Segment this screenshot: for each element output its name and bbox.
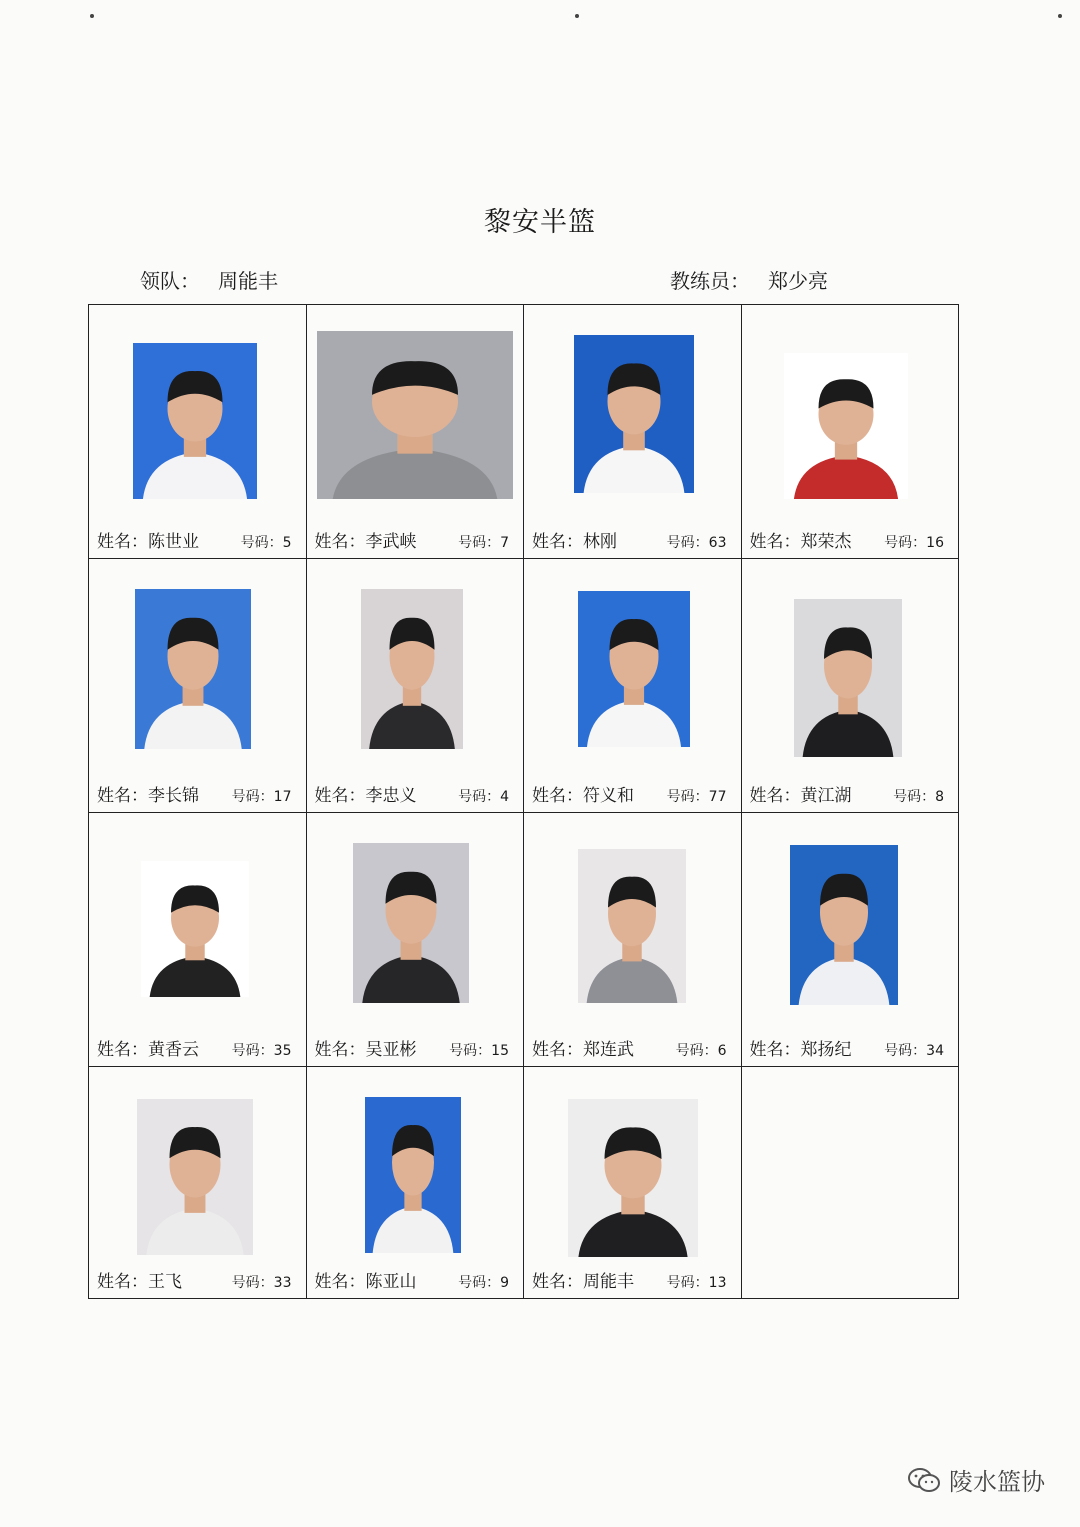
player-caption [97, 1267, 300, 1292]
player-caption [97, 781, 300, 806]
number-label: 号码： [458, 535, 501, 551]
player-photo [365, 1097, 461, 1253]
player-number-field [241, 532, 292, 552]
player-card [89, 1067, 307, 1299]
number-label: 号码： [458, 1275, 501, 1291]
player-name: 陈亚山 [365, 1272, 417, 1292]
player-name: 王飞 [148, 1272, 182, 1292]
player-photo [794, 599, 902, 757]
portrait-silhouette [135, 589, 251, 749]
player-roster-table [88, 304, 959, 1299]
number-label: 号码： [458, 789, 501, 805]
player-number: 16 [926, 535, 944, 551]
number-label: 号码： [231, 1043, 274, 1059]
player-name: 吴亚彬 [365, 1040, 417, 1060]
player-name: 黄江湖 [800, 786, 852, 806]
player-number: 6 [717, 1043, 727, 1059]
coach-name: 郑少亮 [768, 269, 828, 293]
player-name: 黄香云 [148, 1040, 199, 1060]
player-photo [784, 353, 908, 499]
watermark [907, 1462, 1045, 1497]
player-number: 8 [935, 789, 944, 805]
player-name: 郑荣杰 [800, 532, 852, 552]
name-label: 姓名： [97, 786, 148, 806]
player-card [307, 559, 525, 813]
number-label: 号码： [231, 789, 274, 805]
player-number: 15 [491, 1043, 509, 1059]
player-card [524, 813, 742, 1067]
player-number-field [458, 1272, 509, 1292]
portrait-silhouette [317, 331, 513, 499]
player-number: 63 [708, 535, 727, 551]
player-number: 9 [500, 1275, 509, 1291]
player-caption [315, 781, 518, 806]
player-caption [532, 527, 735, 552]
name-label: 姓名： [97, 532, 148, 552]
player-card [524, 559, 742, 813]
player-name: 李长锦 [148, 786, 199, 806]
team-coach [670, 265, 828, 294]
portrait-silhouette [353, 843, 469, 1003]
player-number-field [458, 532, 509, 552]
player-number-field [667, 532, 727, 552]
portrait-silhouette [133, 343, 257, 499]
portrait-silhouette [574, 335, 694, 493]
player-card [307, 813, 525, 1067]
player-number: 7 [500, 535, 509, 551]
player-number: 34 [926, 1043, 944, 1059]
player-card [307, 1067, 525, 1299]
name-label: 姓名： [749, 1040, 801, 1060]
player-photo [578, 591, 690, 747]
portrait-silhouette [141, 861, 249, 997]
leader-name: 周能丰 [218, 269, 278, 293]
portrait-silhouette [361, 589, 463, 749]
player-card [524, 305, 742, 559]
name-label: 姓名： [314, 1272, 366, 1292]
player-photo [790, 845, 898, 1005]
number-label: 号码： [884, 1043, 927, 1059]
player-number: 33 [273, 1275, 292, 1291]
player-number-field [232, 1040, 292, 1060]
portrait-silhouette [794, 599, 902, 757]
player-caption [532, 1035, 735, 1060]
player-number-field [893, 786, 944, 806]
player-caption [750, 1035, 953, 1060]
player-number-field [667, 1272, 727, 1292]
portrait-silhouette [578, 591, 690, 747]
page-title: 黎安半篮 [484, 207, 596, 238]
name-label: 姓名： [314, 1040, 366, 1060]
portrait-silhouette [784, 353, 908, 499]
player-number: 5 [282, 535, 292, 551]
player-photo [578, 849, 686, 1003]
name-label: 姓名： [532, 1272, 583, 1292]
name-label: 姓名： [314, 532, 366, 552]
portrait-silhouette [790, 845, 898, 1005]
player-caption [97, 527, 300, 552]
player-photo [574, 335, 694, 493]
player-name: 周能丰 [583, 1272, 634, 1292]
name-label: 姓名： [749, 786, 801, 806]
number-label: 号码： [666, 789, 709, 805]
player-caption [315, 1267, 518, 1292]
portrait-silhouette [365, 1097, 461, 1253]
scan-mark [575, 14, 579, 18]
watermark-text: 陵水篮协 [949, 1468, 1045, 1496]
number-label: 号码： [240, 535, 283, 551]
player-caption [315, 1035, 518, 1060]
name-label: 姓名： [97, 1040, 148, 1060]
player-caption [750, 781, 953, 806]
player-photo [141, 861, 249, 997]
number-label: 号码： [893, 789, 936, 805]
player-name: 林刚 [583, 532, 617, 552]
player-photo [353, 843, 469, 1003]
wechat-icon [907, 1467, 941, 1493]
player-caption [532, 781, 735, 806]
scan-mark [90, 14, 94, 18]
player-photo [568, 1099, 698, 1257]
name-label: 姓名： [532, 1040, 583, 1060]
player-name: 符义和 [583, 786, 634, 806]
name-label: 姓名： [749, 532, 801, 552]
player-card [89, 559, 307, 813]
scan-mark [1058, 14, 1062, 18]
coach-label: 教练员： [670, 269, 750, 293]
number-label: 号码： [675, 1043, 718, 1059]
player-photo [133, 343, 257, 499]
player-caption [750, 527, 953, 552]
name-label: 姓名： [314, 786, 366, 806]
player-card [307, 305, 525, 559]
number-label: 号码： [231, 1275, 274, 1291]
player-photo [361, 589, 463, 749]
player-caption [97, 1035, 300, 1060]
player-photo [135, 589, 251, 749]
player-number-field [232, 786, 292, 806]
player-number: 4 [500, 789, 509, 805]
player-name: 陈世业 [148, 532, 199, 552]
number-label: 号码： [884, 535, 927, 551]
portrait-silhouette [568, 1099, 698, 1257]
player-number-field [458, 786, 509, 806]
player-card [89, 813, 307, 1067]
name-label: 姓名： [97, 1272, 148, 1292]
number-label: 号码： [666, 1275, 709, 1291]
player-number-field [232, 1272, 292, 1292]
player-name: 郑扬纪 [800, 1040, 852, 1060]
player-caption [315, 527, 518, 552]
player-number-field [676, 1040, 727, 1060]
player-number-field [449, 1040, 509, 1060]
player-card [89, 305, 307, 559]
player-number: 77 [708, 789, 727, 805]
player-number-field [884, 1040, 944, 1060]
name-label: 姓名： [532, 786, 583, 806]
number-label: 号码： [666, 535, 709, 551]
number-label: 号码： [449, 1043, 492, 1059]
player-card [742, 813, 960, 1067]
portrait-silhouette [578, 849, 686, 1003]
player-number-field [667, 786, 727, 806]
name-label: 姓名： [532, 532, 583, 552]
player-name: 郑连武 [583, 1040, 634, 1060]
player-number: 13 [708, 1275, 727, 1291]
empty-cell [742, 1067, 960, 1299]
player-number: 35 [273, 1043, 292, 1059]
player-number: 17 [273, 789, 292, 805]
player-name: 李武峡 [365, 532, 417, 552]
team-leader [140, 265, 278, 294]
portrait-silhouette [137, 1099, 253, 1255]
player-caption [532, 1267, 735, 1292]
leader-label: 领队： [140, 269, 200, 293]
player-card [742, 305, 960, 559]
player-card [742, 559, 960, 813]
player-photo [137, 1099, 253, 1255]
player-name: 李忠义 [365, 786, 417, 806]
player-number-field [884, 532, 944, 552]
player-photo [317, 331, 513, 499]
player-card [524, 1067, 742, 1299]
